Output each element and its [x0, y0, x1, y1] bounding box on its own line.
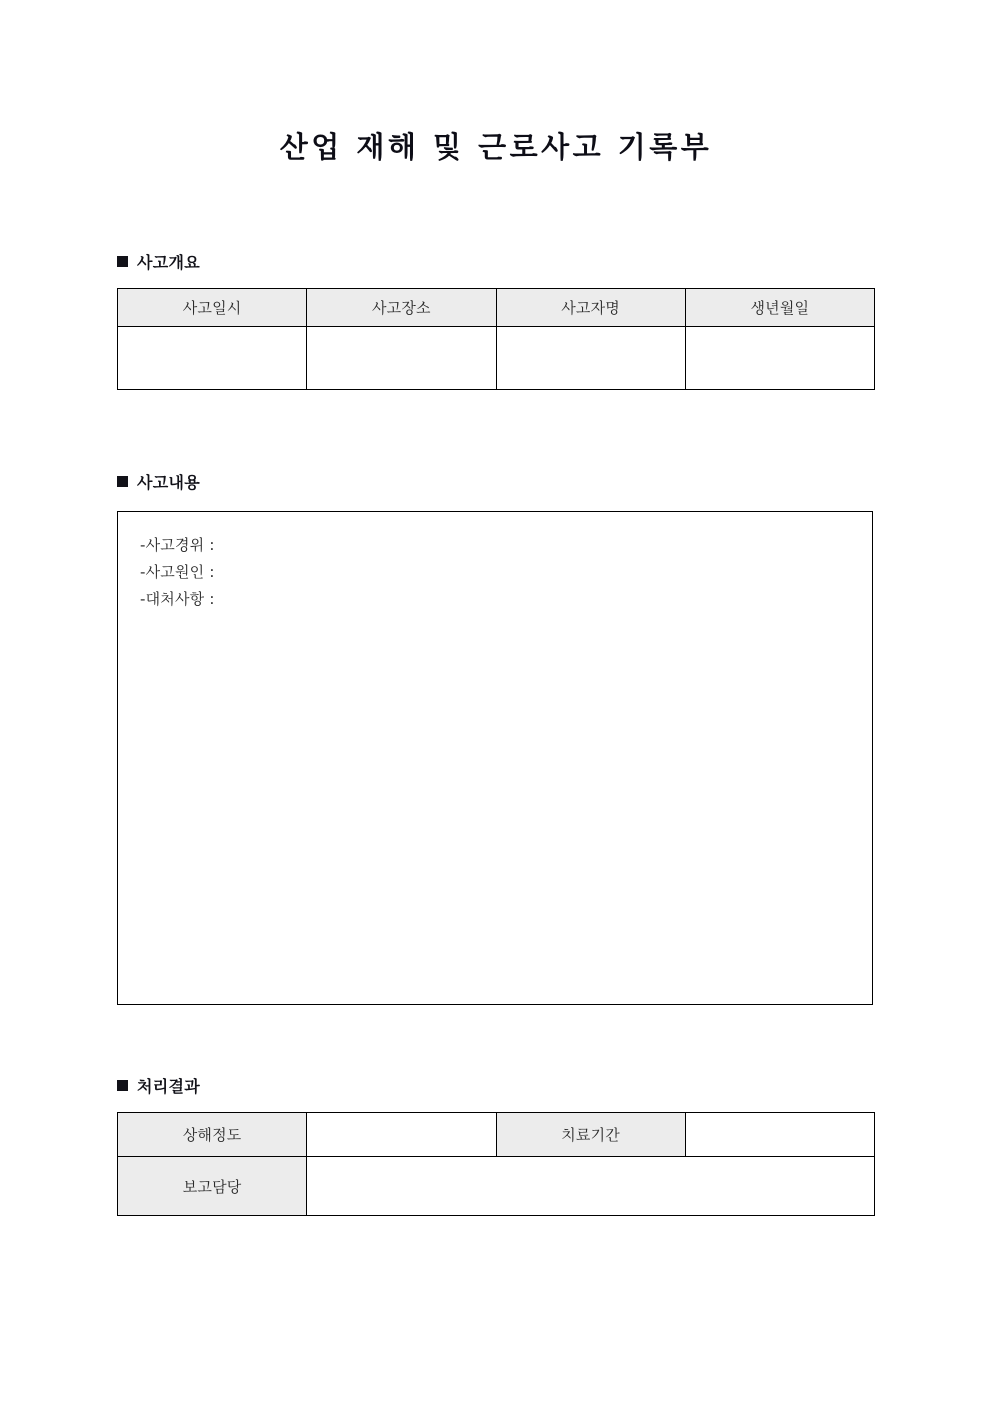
filled-square-icon	[117, 1080, 128, 1091]
input-accident-location[interactable]	[307, 327, 496, 390]
accident-details-prompt-list	[118, 512, 872, 613]
input-injury-severity[interactable]	[307, 1113, 496, 1157]
section-heading-result	[117, 1074, 200, 1097]
column-header-birthdate: 생년월일	[685, 289, 874, 327]
section-heading-summary-label: 사고개요	[137, 253, 201, 272]
row-header-injury-severity: 상해정도	[118, 1113, 307, 1157]
section-heading-result-label: 처리결과	[137, 1077, 201, 1096]
table-row	[118, 1157, 875, 1216]
input-reporter[interactable]	[307, 1157, 875, 1216]
table-row	[118, 1113, 875, 1157]
filled-square-icon	[117, 476, 128, 487]
accident-details-textbox[interactable]	[117, 511, 873, 1005]
input-victim-name[interactable]	[496, 327, 685, 390]
section-heading-summary	[117, 250, 200, 273]
section-heading-details-label: 사고내용	[137, 473, 201, 492]
column-header-victim-name: 사고자명	[496, 289, 685, 327]
filled-square-icon	[117, 256, 128, 267]
processing-result-table	[117, 1112, 875, 1216]
input-birthdate[interactable]	[685, 327, 874, 390]
column-header-accident-location: 사고장소	[307, 289, 496, 327]
row-header-reporter: 보고담당	[118, 1157, 307, 1216]
column-header-accident-datetime: 사고일시	[118, 289, 307, 327]
section-heading-details	[117, 470, 200, 493]
prompt-accident-circumstances: -사고경위 :	[140, 536, 215, 554]
input-accident-datetime[interactable]	[118, 327, 307, 390]
prompt-response-measures: -대처사항 :	[140, 590, 215, 608]
row-header-treatment-period: 치료기간	[496, 1113, 685, 1157]
prompt-accident-cause: -사고원인 :	[140, 563, 215, 581]
input-treatment-period[interactable]	[685, 1113, 874, 1157]
page-title: 산업 재해 및 근로사고 기록부	[279, 130, 713, 164]
table-row	[118, 327, 875, 390]
accident-summary-table	[117, 288, 875, 390]
table-row	[118, 289, 875, 327]
